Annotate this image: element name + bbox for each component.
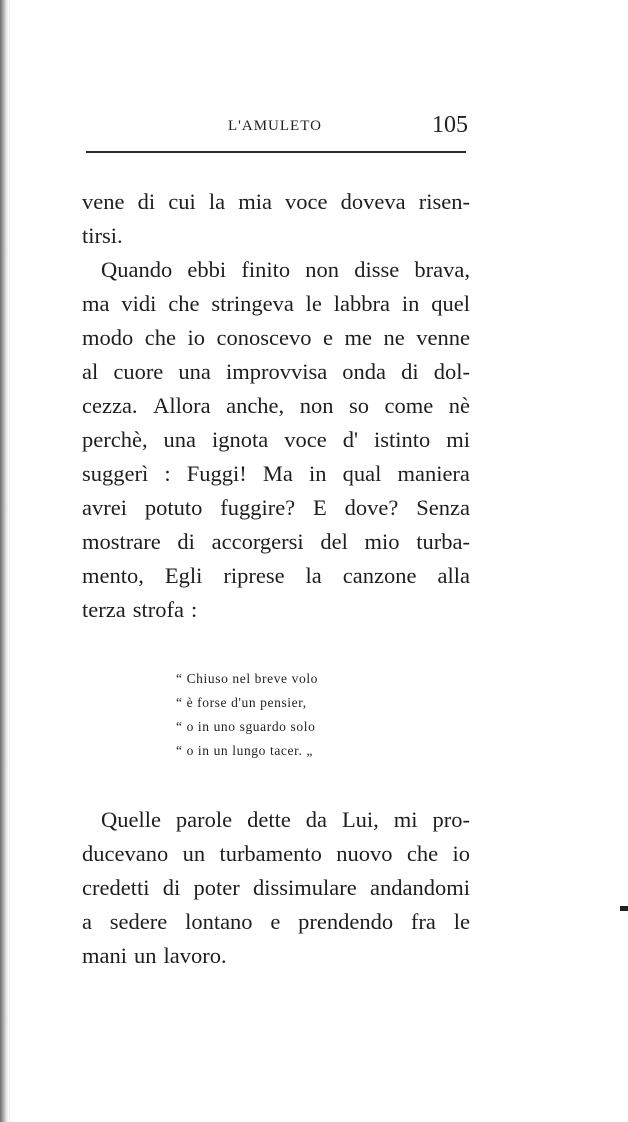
word: che: [168, 291, 200, 316]
header-rule: [86, 151, 466, 153]
word: Allora: [153, 393, 211, 418]
word: del: [320, 529, 348, 554]
word: Fuggi!: [186, 461, 247, 486]
text-line: [82, 253, 470, 287]
text-line: [82, 287, 470, 321]
word: terza: [82, 597, 126, 622]
verse-line: “ o in un lungo tacer. „: [176, 743, 313, 758]
word: mostrare: [82, 529, 161, 554]
word: di: [162, 875, 181, 900]
word: qual: [342, 461, 382, 486]
word: strofa: [132, 597, 184, 622]
word: ma: [82, 291, 110, 316]
word: le: [305, 291, 322, 316]
word: credetti: [82, 875, 150, 900]
word: suggerì: [82, 461, 149, 486]
word: fuggire?: [220, 495, 296, 520]
word: lontano: [185, 909, 253, 934]
main-text: [82, 185, 470, 627]
word: voce: [284, 427, 327, 452]
word: dissimulare: [253, 875, 357, 900]
word: tirsi.: [82, 223, 123, 248]
word: modo: [82, 325, 134, 350]
word: labbra: [333, 291, 390, 316]
word: :: [164, 461, 171, 486]
word: finito: [241, 257, 291, 282]
text-line: [82, 803, 470, 837]
word: mia: [238, 189, 272, 214]
word: di: [177, 529, 195, 554]
scan-binding-edge: [0, 0, 9, 1122]
word: brava,: [414, 257, 470, 282]
word: alla: [437, 563, 470, 588]
text-line: [82, 593, 470, 627]
word: dol-: [433, 359, 470, 384]
word: so: [348, 393, 369, 418]
word: e: [322, 325, 333, 350]
word: ducevano: [82, 841, 169, 866]
word: non: [299, 393, 334, 418]
word: una: [178, 359, 211, 384]
verse-line: “ Chiuso nel breve volo: [176, 671, 319, 686]
word: doveva: [340, 189, 406, 214]
word: venne: [416, 325, 470, 350]
text-line: [82, 491, 470, 525]
word: anche,: [226, 393, 285, 418]
word: disse: [354, 257, 400, 282]
word: poter: [193, 875, 240, 900]
verse-quote: [176, 667, 406, 763]
word: da: [305, 807, 327, 832]
word: andandomi: [370, 875, 470, 900]
text-line: [82, 525, 470, 559]
word: maniera: [397, 461, 470, 486]
word: turbamento: [219, 841, 322, 866]
word: avrei: [82, 495, 127, 520]
word: mani: [82, 943, 127, 968]
word: E: [313, 495, 327, 520]
word: al: [82, 359, 99, 384]
word: ignota: [212, 427, 269, 452]
word: turba-: [416, 529, 470, 554]
page-number: 105: [432, 112, 468, 138]
word: nuovo: [336, 841, 393, 866]
word: mi: [446, 427, 470, 452]
word: onda: [342, 359, 387, 384]
word: Quelle: [101, 807, 161, 832]
word: una: [163, 427, 197, 452]
word: d': [342, 427, 358, 452]
page-header: [86, 112, 470, 142]
word: mento,: [82, 563, 144, 588]
word: le: [453, 909, 470, 934]
word: me: [344, 325, 372, 350]
text-line: [82, 389, 470, 423]
word: vene: [82, 189, 125, 214]
word: e: [270, 909, 281, 934]
word: dette: [247, 807, 291, 832]
word: quel: [431, 291, 470, 316]
word: io: [452, 841, 470, 866]
word: :: [190, 597, 198, 622]
word: in: [401, 291, 420, 316]
text-line: [82, 559, 470, 593]
text-line: [82, 219, 470, 253]
word: cuore: [113, 359, 164, 384]
text-line: [82, 457, 470, 491]
word: accorgersi: [211, 529, 304, 554]
word: stringeva: [211, 291, 294, 316]
word: prendendo: [298, 909, 394, 934]
word: parole: [175, 807, 233, 832]
word: dove?: [344, 495, 399, 520]
word: che: [144, 325, 176, 350]
text-line: [82, 939, 470, 973]
word: istinto: [373, 427, 431, 452]
word: canzone: [342, 563, 417, 588]
word: come: [384, 393, 434, 418]
closing-paragraph: [82, 803, 470, 973]
word: cui: [168, 189, 196, 214]
word: Egli: [164, 563, 203, 588]
word: che: [406, 841, 439, 866]
word: io: [187, 325, 206, 350]
text-line: [82, 355, 470, 389]
margin-mark: [620, 906, 628, 911]
word: vidi: [121, 291, 157, 316]
text-line: [82, 837, 470, 871]
word: Senza: [416, 495, 470, 520]
text-line: [82, 185, 470, 219]
word: un: [182, 841, 206, 866]
word: Quando: [101, 257, 173, 282]
text-line: [82, 905, 470, 939]
word: voce: [285, 189, 328, 214]
word: in: [308, 461, 327, 486]
word: ne: [383, 325, 405, 350]
word: la: [305, 563, 322, 588]
scan-binding-shadow: [9, 0, 10, 1122]
word: perchè,: [82, 427, 148, 452]
word: lavoro.: [163, 943, 227, 968]
word: Ma: [262, 461, 293, 486]
running-title: L'AMULETO: [228, 118, 322, 134]
word: cezza.: [82, 393, 138, 418]
text-line: [82, 423, 470, 457]
word: la: [208, 189, 226, 214]
verse-line: “ è forse d'un pensier,: [176, 695, 307, 710]
word: nè: [448, 393, 470, 418]
word: un: [134, 943, 157, 968]
word: di: [401, 359, 419, 384]
word: di: [137, 189, 156, 214]
text-line: [82, 871, 470, 905]
word: mio: [364, 529, 400, 554]
word: Lui,: [341, 807, 379, 832]
text-line: [82, 321, 470, 355]
word: potuto: [144, 495, 203, 520]
word: pro-: [432, 807, 470, 832]
word: riprese: [223, 563, 285, 588]
word: risen-: [418, 189, 470, 214]
word: non: [305, 257, 340, 282]
verse-line: “ o in uno sguardo solo: [176, 719, 316, 734]
word: conoscevo: [216, 325, 312, 350]
word: ebbi: [187, 257, 227, 282]
word: improvvisa: [225, 359, 328, 384]
word: mi: [393, 807, 418, 832]
word: sedere: [109, 909, 168, 934]
word: a: [82, 909, 92, 934]
word: fra: [410, 909, 436, 934]
